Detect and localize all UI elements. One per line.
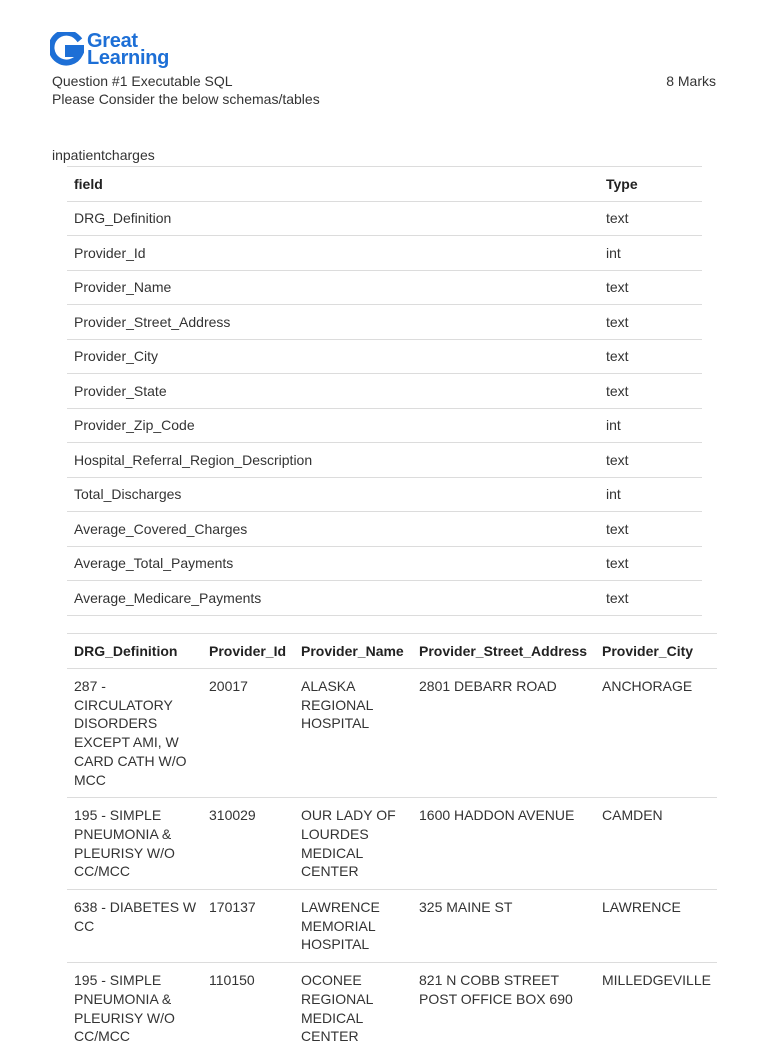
- sample-row: [67, 890, 717, 963]
- question-instruction: Please Consider the below schemas/tables: [52, 91, 320, 107]
- schema-type-cell: text: [599, 305, 702, 340]
- schema-field-cell: Average_Covered_Charges: [67, 512, 599, 547]
- schema-field-cell: Hospital_Referral_Region_Description: [67, 443, 599, 478]
- drg-definition-cell: 195 - SIMPLE PNEUMONIA & PLEURISY W/O CC/MCC: [67, 798, 202, 890]
- schema-type-cell: text: [599, 339, 702, 374]
- provider-id-cell: 110150: [202, 963, 294, 1054]
- brand-wordmark: [87, 30, 170, 69]
- sample-row: [67, 798, 717, 890]
- question-marks: 8 Marks: [666, 73, 716, 89]
- schema-header-row: [67, 167, 702, 202]
- schema-field-cell: Provider_Zip_Code: [67, 408, 599, 443]
- schema-header-field: field: [67, 167, 599, 202]
- schema-type-cell: text: [599, 374, 702, 409]
- great-learning-logo: [50, 32, 169, 68]
- provider-name-cell: OCONEE REGIONAL MEDICAL CENTER: [294, 963, 412, 1054]
- schema-row: [67, 339, 702, 374]
- great-learning-g-icon: [50, 32, 84, 68]
- schema-row: [67, 270, 702, 305]
- provider-city-cell: CAMDEN: [595, 798, 717, 890]
- provider-name-cell: LAWRENCE MEMORIAL HOSPITAL: [294, 890, 412, 963]
- schema-header-type: Type: [599, 167, 702, 202]
- brand-line-2: Learning: [87, 47, 170, 69]
- sample-header-provider-name: Provider_Name: [294, 634, 412, 669]
- schema-type-cell: text: [599, 512, 702, 547]
- schema-field-cell: Provider_State: [67, 374, 599, 409]
- schema-row: [67, 443, 702, 478]
- schema-type-cell: int: [599, 408, 702, 443]
- sample-body: [67, 669, 717, 1054]
- sample-header-provider-id: Provider_Id: [202, 634, 294, 669]
- sample-row: [67, 669, 717, 798]
- schema-type-cell: int: [599, 477, 702, 512]
- schema-row: [67, 477, 702, 512]
- schema-row: [67, 546, 702, 581]
- schema-type-cell: text: [599, 201, 702, 236]
- sample-row: [67, 963, 717, 1054]
- drg-definition-cell: 287 - CIRCULATORY DISORDERS EXCEPT AMI, W CARD CATH W/O MCC: [67, 669, 202, 798]
- schema-row: [67, 374, 702, 409]
- schema-field-cell: Average_Total_Payments: [67, 546, 599, 581]
- sample-data-table: [67, 633, 717, 1054]
- provider-name-cell: ALASKA REGIONAL HOSPITAL: [294, 669, 412, 798]
- schema-table-name: inpatientcharges: [52, 147, 155, 163]
- street-address-cell: 821 N COBB STREET POST OFFICE BOX 690: [412, 963, 595, 1054]
- schema-row: [67, 512, 702, 547]
- schema-field-cell: Provider_Name: [67, 270, 599, 305]
- street-address-cell: 325 MAINE ST: [412, 890, 595, 963]
- provider-city-cell: ANCHORAGE: [595, 669, 717, 798]
- schema-table: [67, 166, 702, 616]
- provider-id-cell: 170137: [202, 890, 294, 963]
- schema-field-cell: Provider_Id: [67, 236, 599, 271]
- provider-city-cell: LAWRENCE: [595, 890, 717, 963]
- schema-type-cell: text: [599, 270, 702, 305]
- schema-row: [67, 408, 702, 443]
- question-title: Question #1 Executable SQL: [52, 73, 233, 89]
- schema-field-cell: Provider_Street_Address: [67, 305, 599, 340]
- schema-body: [67, 201, 702, 615]
- provider-id-cell: 310029: [202, 798, 294, 890]
- schema-type-cell: text: [599, 546, 702, 581]
- sample-header-drg-definition: DRG_Definition: [67, 634, 202, 669]
- schema-row: [67, 305, 702, 340]
- schema-type-cell: text: [599, 581, 702, 616]
- schema-field-cell: DRG_Definition: [67, 201, 599, 236]
- drg-definition-cell: 195 - SIMPLE PNEUMONIA & PLEURISY W/O CC/MCC: [67, 963, 202, 1054]
- sample-header-row: [67, 634, 717, 669]
- schema-field-cell: Total_Discharges: [67, 477, 599, 512]
- sample-header-street-address: Provider_Street_Address: [412, 634, 595, 669]
- street-address-cell: 1600 HADDON AVENUE: [412, 798, 595, 890]
- schema-type-cell: int: [599, 236, 702, 271]
- provider-name-cell: OUR LADY OF LOURDES MEDICAL CENTER: [294, 798, 412, 890]
- schema-row: [67, 201, 702, 236]
- sample-header-provider-city: Provider_City: [595, 634, 717, 669]
- provider-city-cell: MILLEDGEVILLE: [595, 963, 717, 1054]
- schema-field-cell: Provider_City: [67, 339, 599, 374]
- drg-definition-cell: 638 - DIABETES W CC: [67, 890, 202, 963]
- street-address-cell: 2801 DEBARR ROAD: [412, 669, 595, 798]
- provider-id-cell: 20017: [202, 669, 294, 798]
- schema-row: [67, 581, 702, 616]
- brand-line-1: Great: [87, 30, 138, 52]
- schema-type-cell: text: [599, 443, 702, 478]
- schema-row: [67, 236, 702, 271]
- schema-field-cell: Average_Medicare_Payments: [67, 581, 599, 616]
